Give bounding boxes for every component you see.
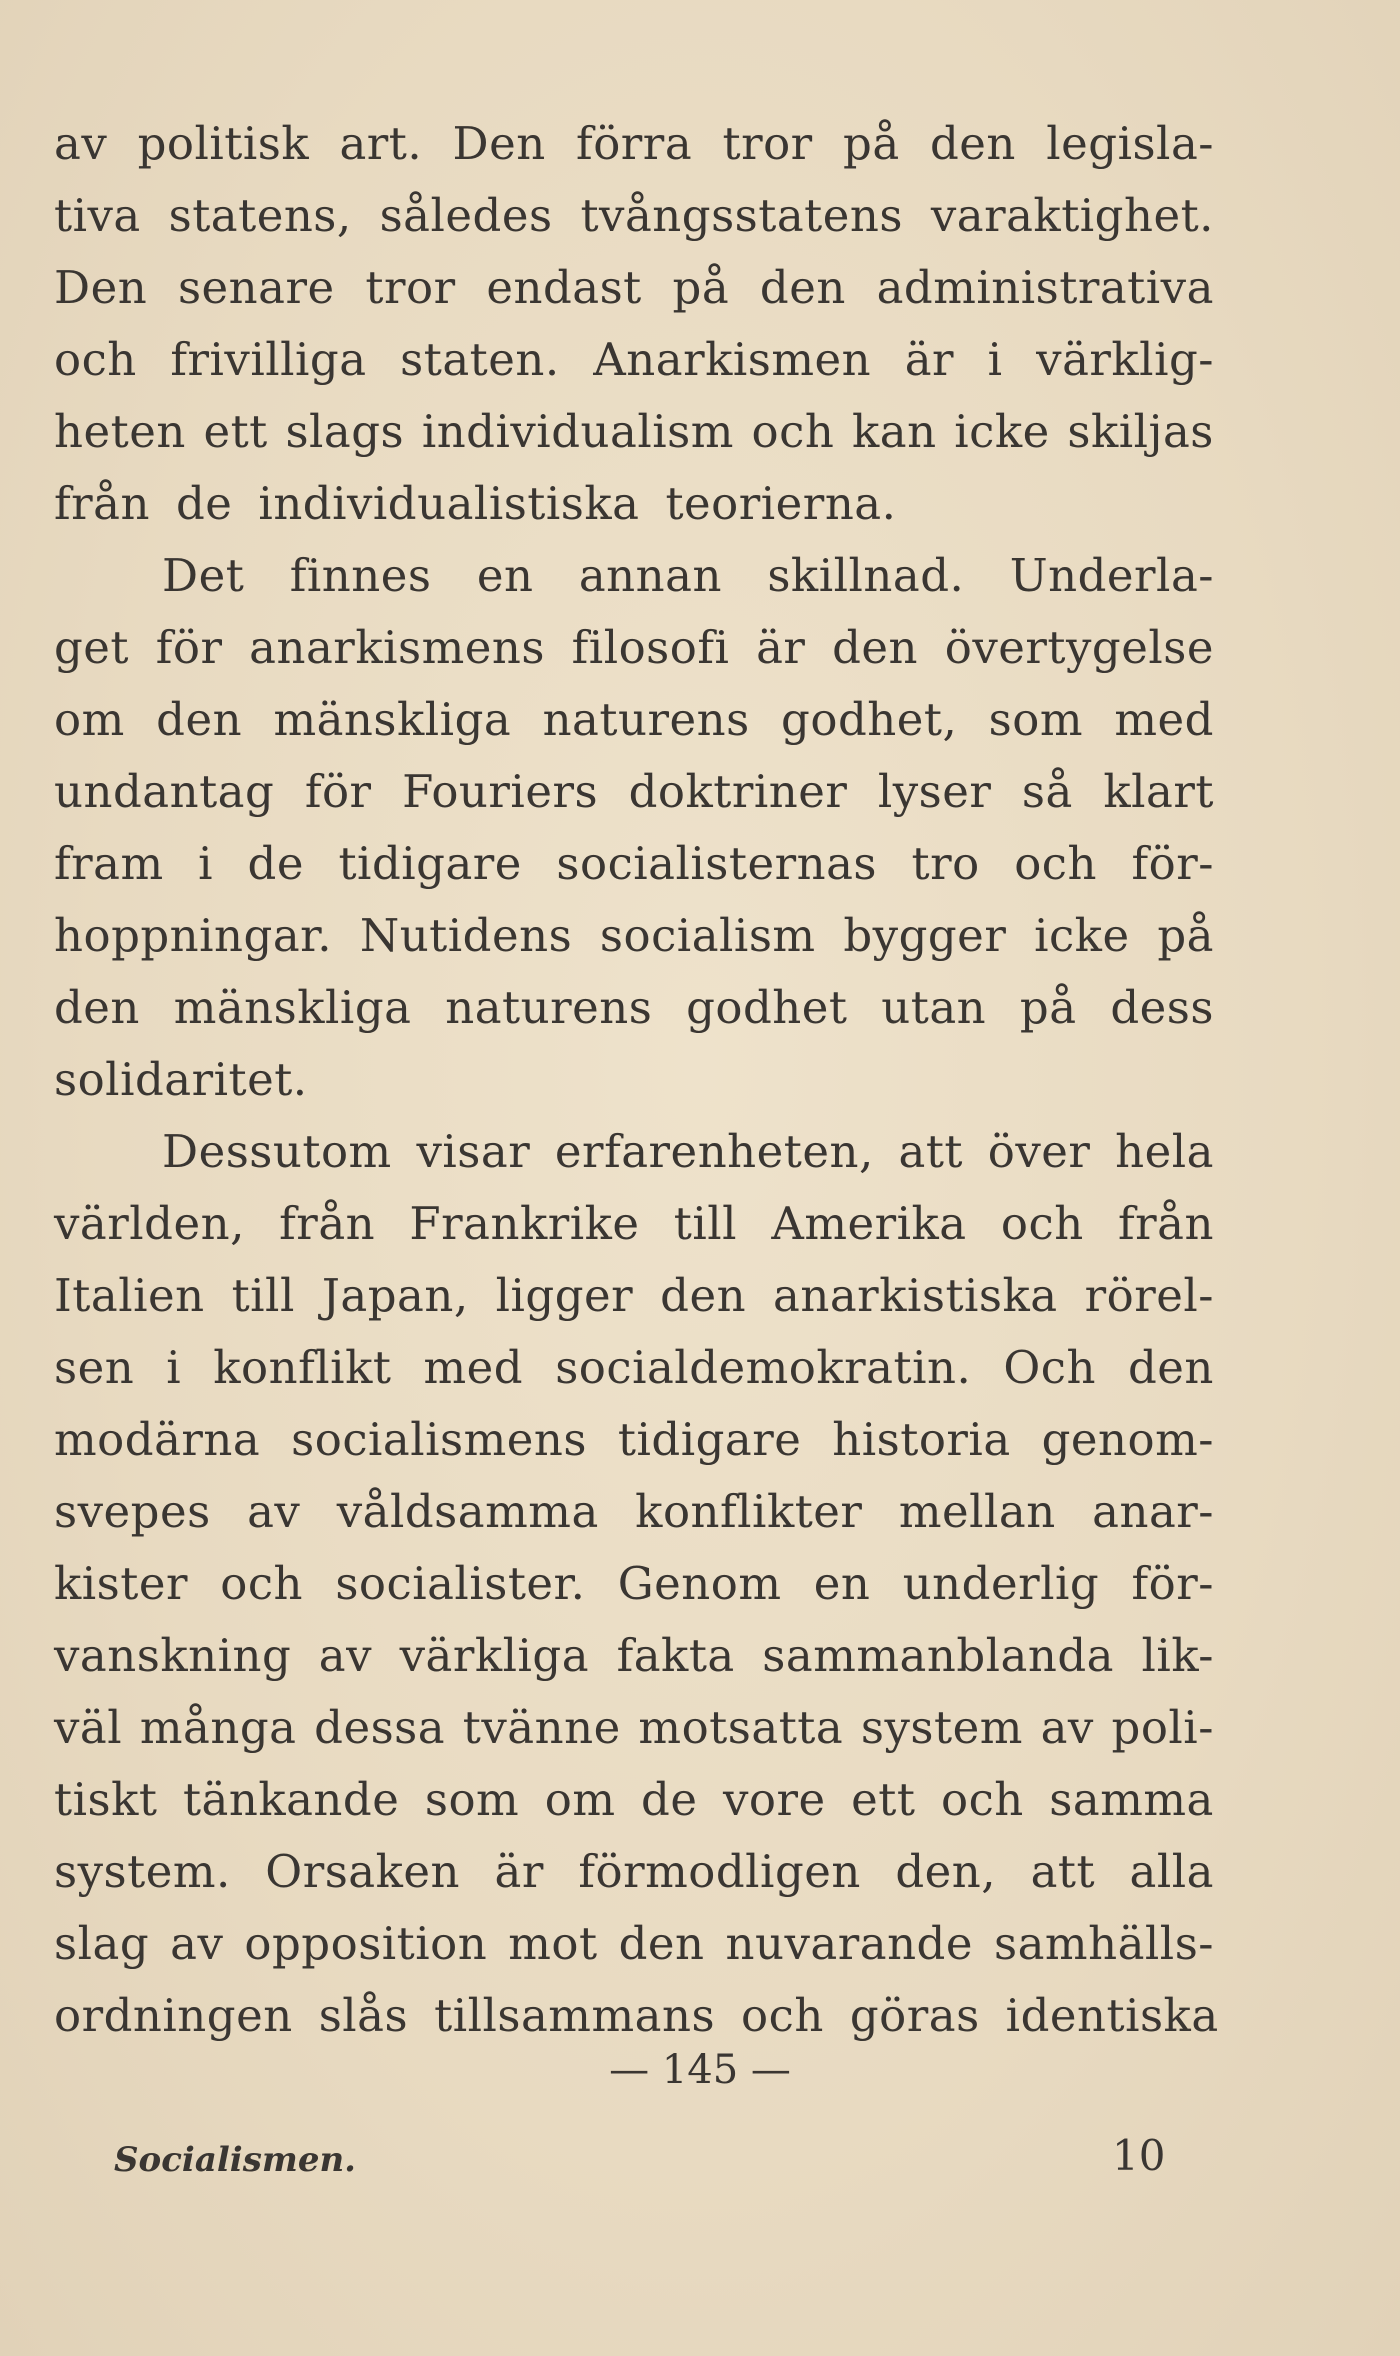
signature-mark: 10 [1112,2131,1166,2180]
text-line: heten ett slags individualism och kan icke skiljas [54,405,1214,458]
text-line: system. Orsaken är förmodligen den, att alla [54,1845,1214,1898]
text-line: väl många dessa tvänne motsatta system av poli- [54,1701,1214,1754]
text-line: Det finnes en annan skillnad. Underla- [162,549,1214,602]
paragraph [54,540,1214,1116]
text-line: svepes av våldsamma konflikter mellan anar- [54,1485,1214,1538]
page-number: — 145 — [609,2047,791,2093]
text-line: världen, från Frankrike till Amerika och från [54,1197,1214,1250]
text-line: tiva statens, således tvångsstatens varaktighet. [54,189,1214,242]
text-line: och frivilliga staten. Anarkismen är i värklig- [54,333,1214,386]
text-line: Dessutom visar erfarenheten, att över hela [162,1125,1214,1178]
text-line: undantag för Fouriers doktriner lyser så klart [54,765,1214,818]
footer-title: Socialismen. [114,2140,357,2180]
text-line: get för anarkismens filosofi är den övertygelse [54,621,1214,674]
text-line: sen i konflikt med socialdemokratin. Och den [54,1341,1214,1394]
paragraph [54,1116,1219,2052]
text-line: om den mänskliga naturens godhet, som med [54,693,1214,746]
text-line: solidaritet. [54,1053,308,1106]
text-line: Den senare tror endast på den administrativa [54,261,1214,314]
text-line: modärna socialismens tidigare historia genom- [54,1413,1214,1466]
body-text [54,108,1219,2052]
text-line: tiskt tänkande som om de vore ett och samma [54,1773,1214,1826]
text-line: hoppningar. Nutidens socialism bygger icke på [54,909,1214,962]
text-line: ordningen slås tillsammans och göras identiska [54,1989,1219,2042]
text-line: vanskning av värkliga fakta sammanblanda lik- [54,1629,1214,1682]
text-line: den mänskliga naturens godhet utan på dess [54,981,1214,1034]
text-line: av politisk art. Den förra tror på den legisla- [54,117,1214,170]
text-line: från de individualistiska teorierna. [54,477,897,530]
text-line: kister och socialister. Genom en underlig för- [54,1557,1214,1610]
paragraph [54,108,1214,540]
text-line: slag av opposition mot den nuvarande samhälls- [54,1917,1214,1970]
text-line: Italien till Japan, ligger den anarkistiska rörel- [54,1269,1214,1322]
text-line: fram i de tidigare socialisternas tro och för- [54,837,1214,890]
